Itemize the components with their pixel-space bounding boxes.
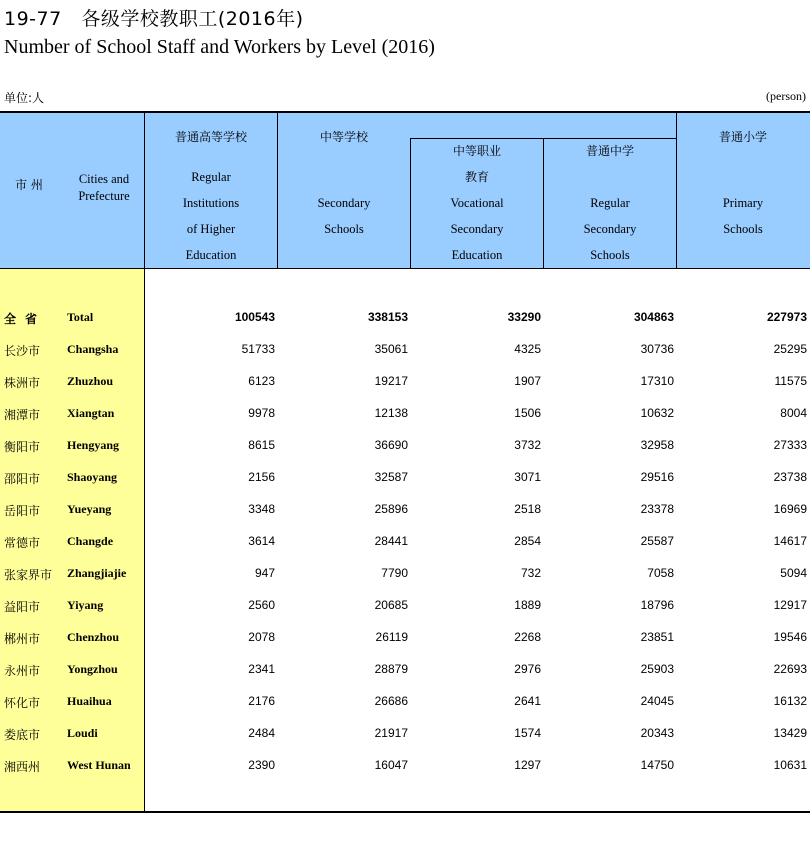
table-row-total [0,301,810,333]
header-primary-cn: 普通小学 [718,130,767,144]
row-name-cn: 湘潭市 [4,408,41,422]
row-name-cn: 长沙市 [4,344,41,358]
header-vocational-cn-line: 中等职业 [452,144,501,158]
table-cell: 19546 [773,630,807,644]
header-city-en [66,171,142,205]
table-cell: 11575 [774,374,807,388]
header-higher-cn: 普通高等学校 [174,130,247,144]
table-cell: 25903 [640,662,674,676]
table-cell: 2078 [248,630,275,644]
table-top-rule [0,111,810,113]
row-name-en: Changsha [67,342,119,356]
table-cell: 2156 [248,470,275,484]
table-cell: 2268 [514,630,541,644]
table-row [0,333,810,365]
table-cell: 947 [254,566,275,580]
header-secondary-cn: 中等学校 [319,130,368,144]
header-city-en-line1: Cities and [78,172,130,186]
table-cell: 17310 [640,374,674,388]
table-cell: 8004 [780,406,807,420]
table-cell: 2390 [248,758,275,772]
row-name-cn: 益阳市 [4,600,41,614]
table-row [0,653,810,685]
table-cell: 2560 [248,598,275,612]
table-cell: 26686 [374,694,408,708]
table-cell: 28879 [374,662,408,676]
table-cell: 5094 [780,566,807,580]
table-cell: 20685 [374,598,408,612]
row-name-cn: 湘西州 [4,760,41,774]
table-row [0,365,810,397]
row-name-cn: 常德市 [4,536,41,550]
table-number: 19-77 [4,8,62,30]
table-cell: 16047 [374,758,408,772]
row-name-en: Yiyang [67,598,104,612]
row-name-cn: 永州市 [4,664,41,678]
header-vocational-cn-line: 教育 [464,170,489,184]
table-cell: 2484 [248,726,275,740]
table-cell: 3071 [514,470,541,484]
header-higher-en [145,164,277,268]
header-vocational-en-line: Vocational [450,196,504,210]
row-name-cn: 株洲市 [4,376,41,390]
header-secondary-en [278,190,410,242]
header-primary-en-line: Schools [723,222,763,236]
table-cell: 2176 [248,694,275,708]
table-cell: 23738 [773,470,807,484]
row-name-cn: 衡阳市 [4,440,41,454]
header-bottom-rule [0,268,810,269]
table-cell: 27333 [773,438,807,452]
header-vocational-en [411,190,543,268]
header-secondary-en-line: Secondary [317,196,371,210]
table-cell: 3614 [248,534,275,548]
table-cell: 227973 [766,310,807,324]
table-cell: 25295 [773,342,807,356]
header-vocational-cn [411,138,543,190]
row-name-en: Zhuzhou [67,374,114,388]
row-name-en: Xiangtan [67,406,115,420]
table-cell: 18796 [640,598,674,612]
table-row [0,525,810,557]
header-city-en-line2: Prefecture [78,189,130,203]
table-row [0,461,810,493]
row-name-en: Shaoyang [67,470,118,484]
header-higher-en-line: of Higher [186,222,236,236]
table-cell: 9978 [248,406,275,420]
header-regular-cn: 普通中学 [585,144,634,158]
table-cell: 23851 [640,630,674,644]
table-row [0,429,810,461]
table-cell: 2641 [514,694,541,708]
table-cell: 16132 [773,694,807,708]
table-row [0,749,810,781]
row-name-en: Yongzhou [67,662,118,676]
table-cell: 1889 [514,598,541,612]
table-cell: 36690 [374,438,408,452]
table-row [0,557,810,589]
table-cell: 32587 [374,470,408,484]
table-cell: 13429 [773,726,807,740]
header-primary-en [677,190,809,242]
table-cell: 1297 [514,758,541,772]
table-row [0,621,810,653]
table-cell: 25896 [374,502,408,516]
table-cell: 35061 [374,342,408,356]
header-higher-en-line: Education [185,248,237,262]
data-table [0,111,810,813]
header-vocational-en-line: Secondary [450,222,504,236]
table-cell: 30736 [640,342,674,356]
header-higher-en-line: Institutions [182,196,240,210]
table-row [0,717,810,749]
table-cell: 32958 [640,438,674,452]
unit-label-cn: 单位:人 [4,91,45,105]
table-bottom-rule [0,811,810,813]
table-cell: 14750 [640,758,674,772]
row-name-cn: 怀化市 [4,696,41,710]
table-row [0,685,810,717]
table-cell: 19217 [374,374,408,388]
table-cell: 33290 [507,310,541,324]
row-name-en: Changde [67,534,114,548]
row-name-cn: 郴州市 [4,632,41,646]
table-cell: 20343 [640,726,674,740]
table-row [0,493,810,525]
row-name-en: Hengyang [67,438,120,452]
table-cell: 26119 [375,630,408,644]
table-cell: 25587 [640,534,674,548]
header-primary-en-line: Primary [722,196,764,210]
table-cell: 304863 [633,310,674,324]
table-cell: 12917 [773,598,807,612]
page-title-cn [4,4,304,31]
row-name-en: Yueyang [67,502,112,516]
table-cell: 2854 [514,534,541,548]
row-name-en: Loudi [67,726,98,740]
table-cell: 100543 [234,310,275,324]
table-cell: 732 [520,566,541,580]
row-name-cn: 张家界市 [4,568,53,582]
table-cell: 7058 [647,566,674,580]
table-cell: 16969 [773,502,807,516]
row-name-en: Chenzhou [67,630,120,644]
row-name-en: Total [67,310,94,324]
header-regular-en-line: Schools [590,248,630,262]
table-cell: 12138 [374,406,408,420]
table-row [0,589,810,621]
table-cell: 3348 [248,502,275,516]
table-cell: 10632 [640,406,674,420]
table-cell: 2976 [514,662,541,676]
unit-label-en: (person) [766,89,806,103]
header-secondary-en-line: Schools [324,222,364,236]
table-cell: 2518 [514,502,541,516]
table-cell: 28441 [374,534,408,548]
header-regular-en-line: Regular [590,196,630,210]
table-row [0,397,810,429]
table-cell: 4325 [514,342,541,356]
table-cell: 23378 [640,502,674,516]
row-name-cn: 娄底市 [4,728,41,742]
row-name-cn: 邵阳市 [4,472,41,486]
table-cell: 2341 [248,662,275,676]
row-name-cn: 全省 [4,312,47,326]
header-higher-en-line: Regular [191,170,231,184]
table-cell: 338153 [367,310,408,324]
table-cell: 1574 [514,726,541,740]
table-cell: 8615 [248,438,275,452]
table-cell: 51733 [241,342,275,356]
page-title-en: Number of School Staff and Workers by Level (2016) [4,36,435,58]
header-regular-en-line: Secondary [583,222,637,236]
table-cell: 6123 [248,374,275,388]
table-cell: 3732 [514,438,541,452]
title-cn-text: 各级学校教职工(2016年) [81,8,304,30]
table-cell: 29516 [640,470,674,484]
table-cell: 22693 [773,662,807,676]
row-name-en: West Hunan [67,758,131,772]
row-name-en: Zhangjiajie [67,566,127,580]
table-cell: 14617 [773,534,807,548]
row-name-en: Huaihua [67,694,112,708]
table-cell: 7790 [381,566,408,580]
table-cell: 10631 [773,758,807,772]
table-cell: 1506 [514,406,541,420]
header-city-cn: 市 州 [15,178,43,192]
table-cell: 1907 [514,374,541,388]
header-vocational-en-line: Education [451,248,503,262]
row-name-cn: 岳阳市 [4,504,41,518]
table-cell: 24045 [640,694,674,708]
header-regular-en [544,190,676,268]
table-cell: 21917 [374,726,408,740]
